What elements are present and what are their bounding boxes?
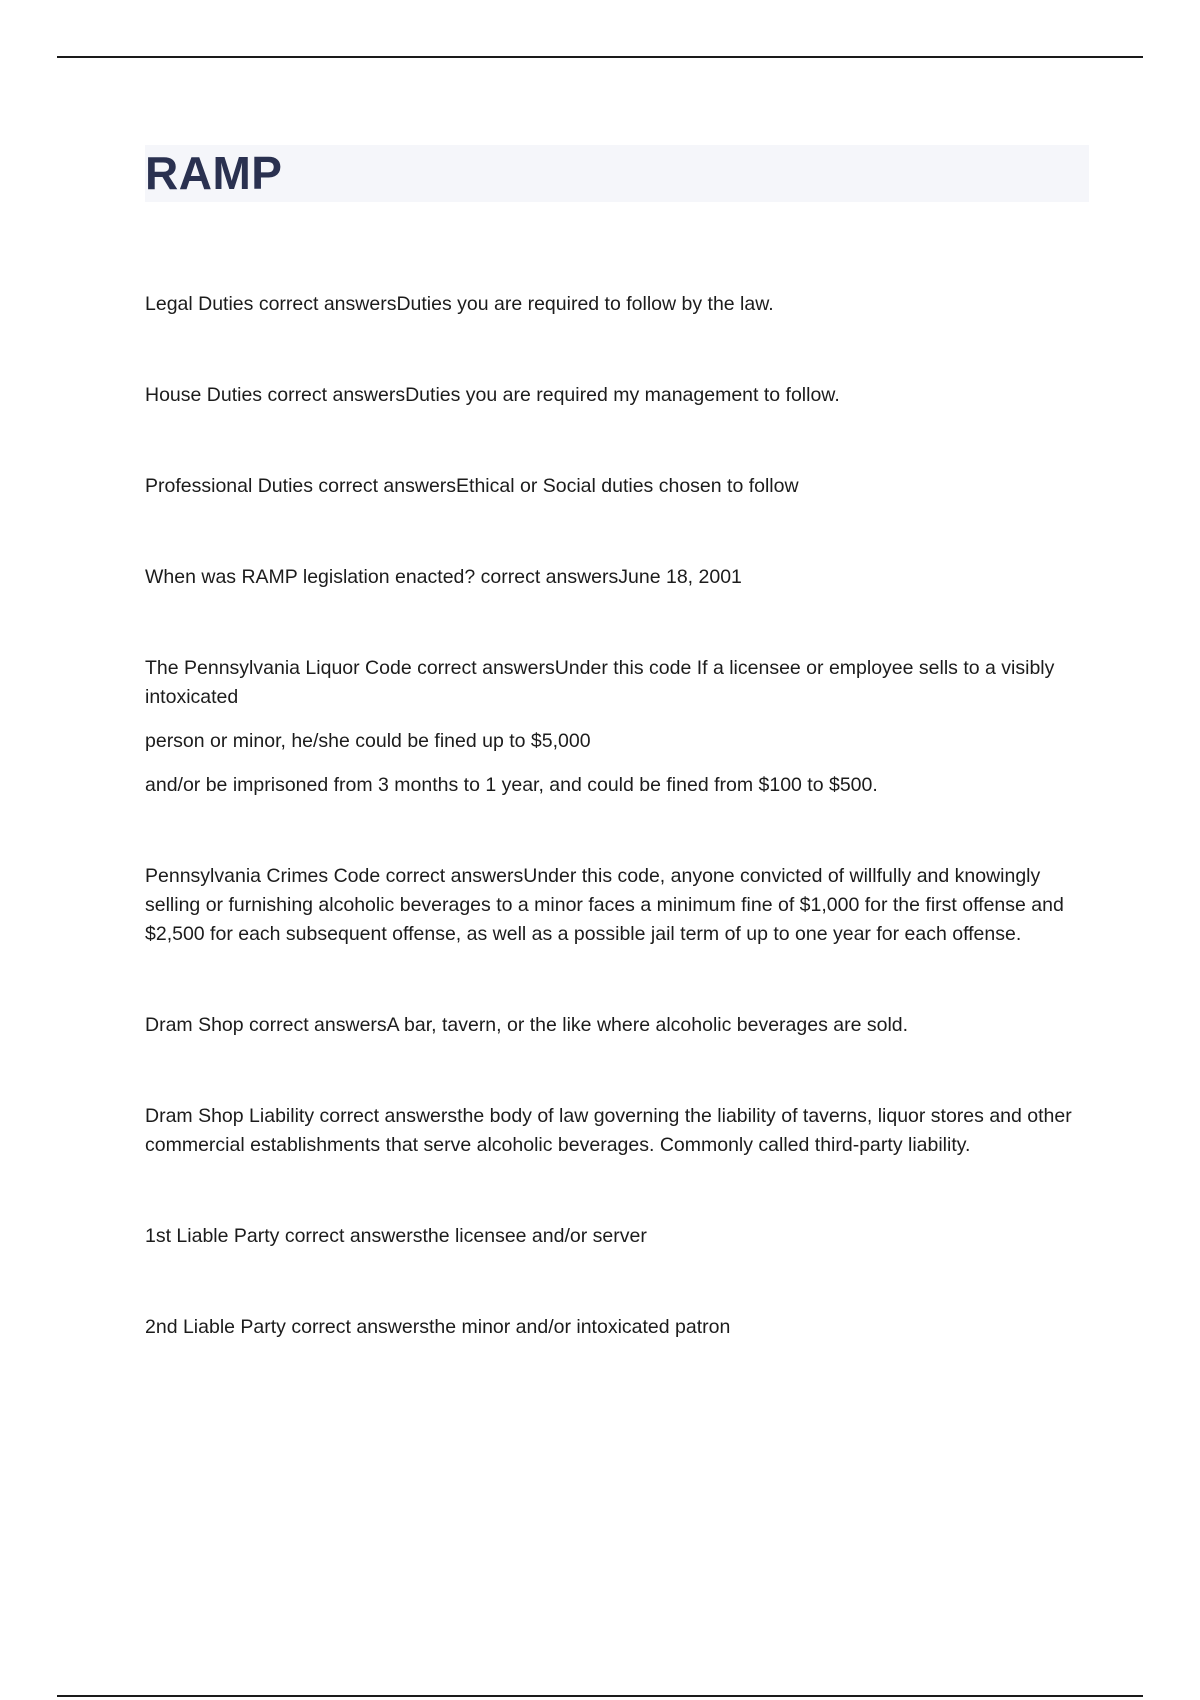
entry-text: When was RAMP legislation enacted? correct answersJune 18, 2001 xyxy=(145,566,742,588)
entry-text: 1st Liable Party correct answersthe licensee and/or server xyxy=(145,1225,647,1247)
entry-pa-liquor-code xyxy=(145,654,1085,800)
title-background xyxy=(145,145,1089,202)
entry-text: Dram Shop Liability correct answersthe body of law governing the liability of taverns, liquor stores and other commercial establishments that serve alcoholic beverages. Commonly called third-party liability. xyxy=(145,1105,1072,1156)
entry-text: 2nd Liable Party correct answersthe minor and/or intoxicated patron xyxy=(145,1316,731,1338)
entry-text: and/or be imprisoned from 3 months to 1 year, and could be fined from $100 to $500. xyxy=(145,774,878,796)
entry-text: Dram Shop correct answersA bar, tavern, or the like where alcoholic beverages are sold. xyxy=(145,1014,909,1036)
document-title: RAMP xyxy=(145,147,283,199)
entry-professional-duties xyxy=(145,472,1085,501)
entry-text: House Duties correct answersDuties you are required my management to follow. xyxy=(145,384,840,406)
entry-pa-crimes-code xyxy=(145,862,1085,949)
bottom-rule xyxy=(57,1695,1143,1697)
entry-dram-shop-liability xyxy=(145,1102,1085,1160)
entry-second-liable-party xyxy=(145,1313,1085,1342)
entry-ramp-enacted xyxy=(145,563,1085,592)
entry-text: person or minor, he/she could be fined up to $5,000 xyxy=(145,730,591,752)
entry-house-duties xyxy=(145,381,1085,410)
entries-list xyxy=(145,290,1085,1404)
entry-text: Legal Duties correct answersDuties you are required to follow by the law. xyxy=(145,293,774,315)
entry-text: The Pennsylvania Liquor Code correct answersUnder this code If a licensee or employee sells to a visibly intoxicated xyxy=(145,657,1055,708)
entry-dram-shop xyxy=(145,1011,1085,1040)
entry-first-liable-party xyxy=(145,1222,1085,1251)
entry-text: Professional Duties correct answersEthical or Social duties chosen to follow xyxy=(145,475,799,497)
top-rule xyxy=(57,56,1143,58)
entry-text: Pennsylvania Crimes Code correct answersUnder this code, anyone convicted of willfully and knowingly selling or furnishing alcoholic beverages to a minor faces a minimum fine of $1,000 for the first offense and $2,500 for each subsequent offense, as well as a possible jail term of up to one year for each offense. xyxy=(145,865,1064,945)
entry-legal-duties xyxy=(145,290,1085,319)
